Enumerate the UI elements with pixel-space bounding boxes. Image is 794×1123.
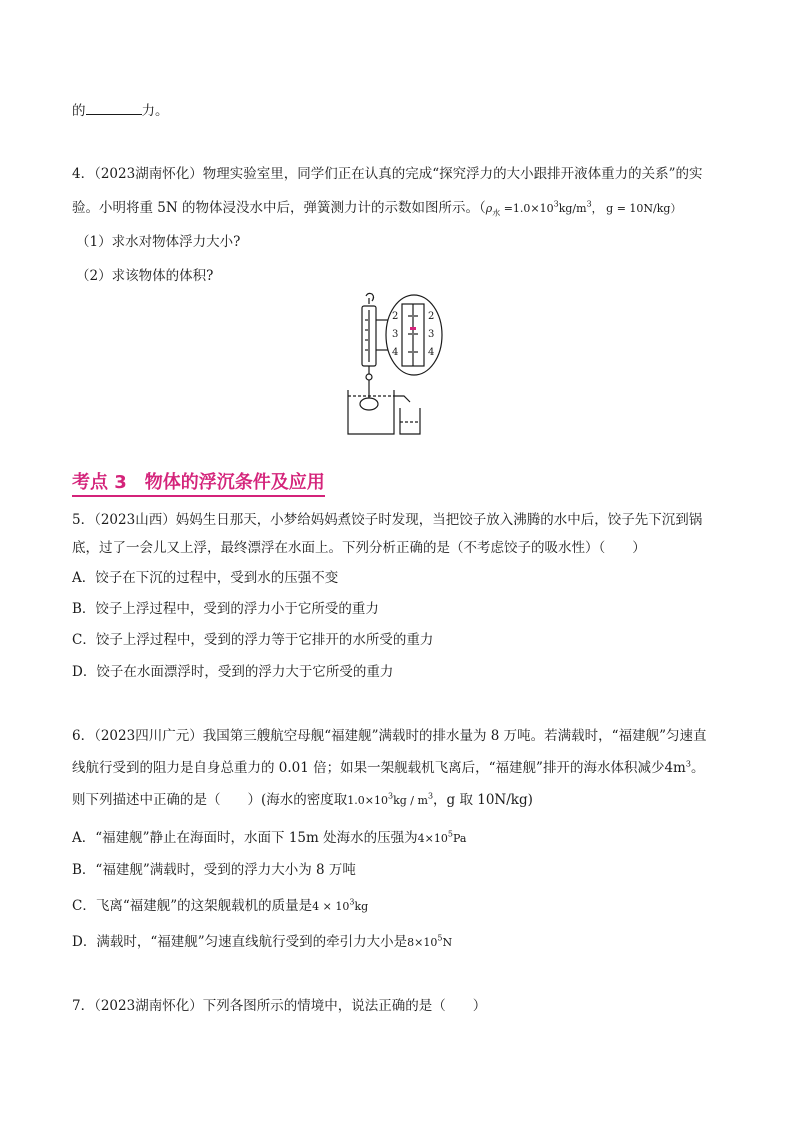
scale-label-left: 2 <box>392 311 399 322</box>
hand-hook-icon <box>366 293 374 304</box>
q7-line1: 7．（2023湖南怀化）下列各图所示的情境中，说法正确的是（ ） <box>72 998 487 1014</box>
q4-line2: 验。小明将重 5N 的物体浸没水中后，弹簧测力计的示数如图所示。（$\rho_水 =1.0\times 10^3kg/m^3$， g = 10N/kg） <box>72 199 682 218</box>
q5-option-c: C．饺子上浮过程中，受到的浮力等于它排开的水所受的重力 <box>72 632 434 648</box>
q6-line2: 线航行受到的阻力是自身总重力的 0.01 倍；如果一架舰载机飞离后，“福建舰”排开的海水体积减少$4m^3$。 <box>72 759 705 776</box>
scale-label-right: 3 <box>428 329 435 340</box>
section-title: 考点 3 物体的浮沉条件及应用 <box>72 468 325 497</box>
q5-line1: 5．（2023山西）妈妈生日那天，小梦给妈妈煮饺子时发现，当把饺子放入沸腾的水中后，饺子先下沉到锅 <box>72 512 703 528</box>
catch-cup <box>400 408 420 434</box>
spring-scale-figure <box>340 290 450 440</box>
q6-line3: 则下列描述中正确的是（ ）(海水的密度取$1.0\times 10^3kg / m^3$，g 取 10N/kg) <box>72 791 533 808</box>
q5-option-b: B．饺子上浮过程中，受到的浮力小于它所受的重力 <box>72 601 379 617</box>
q4-subquestion-1: （1）求水对物体浮力大小? <box>76 234 241 250</box>
q5-option-d: D．饺子在水面漂浮时，受到的浮力大于它所受的重力 <box>72 664 394 680</box>
q4-subquestion-2: （2）求该物体的体积? <box>76 268 214 284</box>
q5-option-a: A．饺子在下沉的过程中，受到水的压强不变 <box>72 570 339 586</box>
prev-question-fragment: 的 力。 <box>72 100 169 121</box>
q4-line1: 4．（2023湖南怀化）物理实验室里，同学们正在认真的完成“探究浮力的大小跟排开液体重力的关系”的实 <box>72 166 703 182</box>
answer-blank <box>86 100 142 115</box>
q6-option-b: B．“福建舰”满载时，受到的浮力大小为 8 万吨 <box>72 862 356 878</box>
q5-line2: 底，过了一会儿又上浮，最终漂浮在水面上。下列分析正确的是（不考虑饺子的吸水性）（ ） <box>72 540 646 556</box>
scale-label-right: 2 <box>428 311 435 322</box>
scale-label-left: 3 <box>392 329 399 340</box>
q6-option-d: D．满载时，“福建舰”匀速直线航行受到的牵引力大小是$8\times 10^5N$ <box>72 933 453 950</box>
q6-line1: 6．（2023四川广元）我国第三艘航空母舰“福建舰”满载时的排水量为 8 万吨。若满载时，“福建舰”匀速直 <box>72 728 707 744</box>
scale-pointer <box>410 327 416 330</box>
q6-option-c: C．飞离“福建舰”的这架舰载机的质量是$4 \times 10^3kg$ <box>72 897 369 914</box>
overflow-beaker <box>348 390 394 434</box>
scale-label-right: 4 <box>428 347 435 358</box>
q6-option-a: A．“福建舰”静止在海面时，水面下 15m 处海水的压强为$4\times 10^5Pa$ <box>72 829 467 846</box>
submerged-object <box>360 398 378 410</box>
scale-label-left: 4 <box>392 347 399 358</box>
